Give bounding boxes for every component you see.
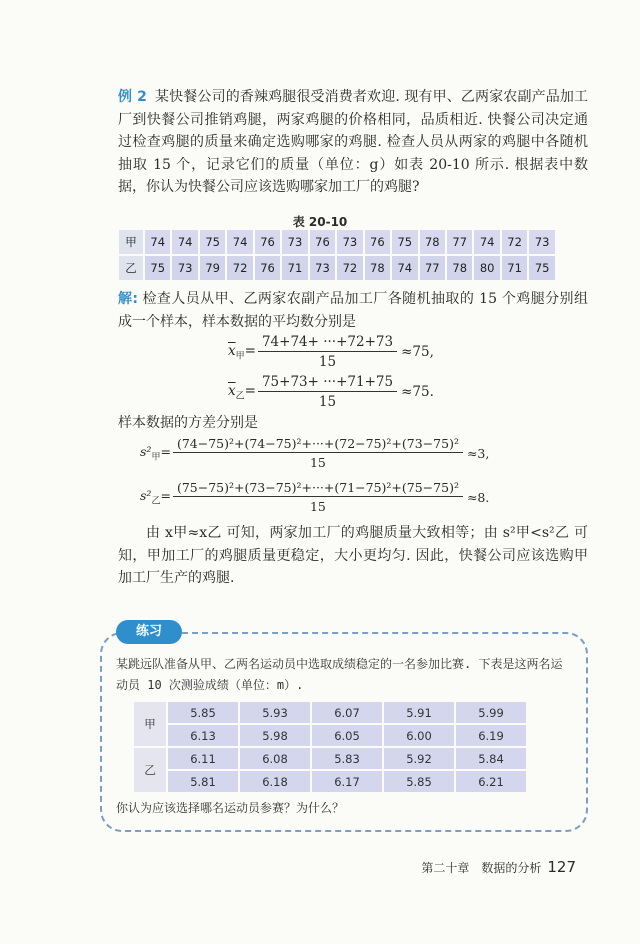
table-cell: 75 — [199, 229, 226, 255]
row-label: 甲 — [118, 229, 144, 255]
table-cell: 76 — [309, 229, 336, 255]
table-row — [133, 724, 527, 747]
table-cell: 74 — [144, 229, 171, 255]
variance-intro: 样本数据的方差分别是 — [118, 415, 258, 431]
conclusion-paragraph: 由 x甲≈x乙 可知，两家加工厂的鸡腿质量大致相等；由 s²甲<s²乙 可知，甲加工厂的鸡腿质量更稳定，大小更均匀. 因此，快餐公司应该选购甲加工厂生产的鸡腿. — [118, 525, 588, 586]
exercise-intro: 某跳远队准备从甲、乙两名运动员中选取成绩稳定的一名参加比赛. 下表是这两名运动员 10 次测验成绩（单位：m）. — [116, 657, 563, 692]
table-cell: 74 — [171, 229, 198, 255]
mean-denominator: 15 — [318, 354, 337, 370]
variance-denominator: 15 — [309, 455, 326, 470]
table-row — [118, 255, 556, 281]
table-cell: 73 — [281, 229, 308, 255]
variance-formula-jia: $s^2_甲=$ $\frac{\text{(74−75)²+(74−75)²+···+(72−75)²+(73−75)²}}{15}$ ≈3, — [140, 436, 490, 470]
table-cell: 75 — [144, 255, 171, 281]
table-cell: 5.81 — [167, 770, 239, 793]
table-cell: 74 — [226, 229, 253, 255]
table-cell: 76 — [254, 229, 281, 255]
table-cell: 6.19 — [455, 724, 527, 747]
table-cell: 5.84 — [455, 747, 527, 770]
mean-numerator: 74+74+ ···+72+73 — [258, 334, 397, 352]
table-row — [133, 701, 527, 724]
example-paragraph — [118, 86, 588, 199]
table-cell: 5.91 — [383, 701, 455, 724]
table-cell: 5.99 — [455, 701, 527, 724]
athlete-label: 甲 — [133, 701, 167, 747]
variance-result: ≈3, — [466, 445, 490, 461]
table-cell: 80 — [473, 255, 500, 281]
table-row — [118, 229, 556, 255]
variance-formula-yi: $s^2_乙=$ $\frac{\text{(75−75)²+(73−75)²+···+(71−75)²+(75−75)²}}{15}$ ≈8. — [140, 480, 490, 514]
table-cell: 76 — [254, 255, 281, 281]
variance-symbol: s² — [140, 487, 152, 503]
example-label: 例 2 — [118, 89, 147, 105]
table-cell: 72 — [226, 255, 253, 281]
solution-paragraph — [118, 288, 588, 333]
table-cell: 74 — [473, 229, 500, 255]
mean-formula-jia: $\overline{x}_甲=$ $\frac{74+74+ \cdot\cdot\cdot+72+73}{15}$ ≈75, — [228, 334, 434, 370]
page-footer — [421, 858, 576, 876]
variance-subscript: 乙 — [151, 496, 161, 507]
table-cell: 6.11 — [167, 747, 239, 770]
table-cell: 73 — [528, 229, 556, 255]
table-cell: 71 — [281, 255, 308, 281]
table-cell: 6.05 — [311, 724, 383, 747]
table-cell: 73 — [309, 255, 336, 281]
mean-subscript: 甲 — [235, 351, 245, 362]
table-cell: 76 — [364, 229, 391, 255]
variance-denominator: 15 — [309, 499, 326, 514]
table-cell: 74 — [391, 255, 418, 281]
mean-result: ≈75. — [401, 384, 434, 400]
mean-result: ≈75, — [401, 344, 434, 360]
mean-denominator: 15 — [318, 394, 337, 410]
variance-result: ≈8. — [466, 489, 490, 505]
long-jump-score-table — [132, 700, 528, 794]
table-cell: 79 — [199, 255, 226, 281]
table-cell: 77 — [446, 229, 473, 255]
solution-label: 解: — [118, 291, 139, 307]
table-cell: 73 — [336, 229, 363, 255]
table-cell: 5.93 — [239, 701, 311, 724]
variance-symbol: s² — [140, 443, 152, 459]
table-cell: 5.83 — [311, 747, 383, 770]
table-cell: 6.07 — [311, 701, 383, 724]
row-label: 乙 — [118, 255, 144, 281]
table-cell: 72 — [501, 229, 528, 255]
table-row — [133, 747, 527, 770]
example-text: 某快餐公司的香辣鸡腿很受消费者欢迎. 现有甲、乙两家农副产品加工厂到快餐公司推销鸡腿，两家鸡腿的价格相同，品质相近. 快餐公司决定通过检查鸡腿的质量来确定选购哪家的鸡腿. 检查人员从两家的鸡腿中各随机抽取 15 个，记录它们的质量（单位：g）如表 20-10 所示. 根据表中数据，你认为快餐公司应该选购哪家加工厂的鸡腿? — [118, 89, 588, 195]
table-cell: 6.17 — [311, 770, 383, 793]
page-number: 127 — [547, 858, 576, 876]
table-cell: 6.21 — [455, 770, 527, 793]
table-cell: 6.08 — [239, 747, 311, 770]
mean-symbol: $\overline{x}$ — [228, 342, 236, 359]
mean-symbol: $\overline{x}$ — [228, 382, 236, 399]
table-cell: 5.98 — [239, 724, 311, 747]
table-cell: 75 — [528, 255, 556, 281]
exercise-question: 你认为应该选择哪名运动员参赛？为什么？ — [116, 801, 345, 815]
variance-subscript: 甲 — [151, 452, 161, 463]
table-cell: 78 — [446, 255, 473, 281]
exercise-tab: 练习 — [116, 620, 182, 644]
table-cell: 78 — [419, 229, 446, 255]
table-cell: 5.92 — [383, 747, 455, 770]
table-row — [133, 770, 527, 793]
table-cell: 6.13 — [167, 724, 239, 747]
table-cell: 75 — [391, 229, 418, 255]
solution-text: 检查人员从甲、乙两家农副产品加工厂各随机抽取的 15 个鸡腿分别组成一个样本，样本数据的平均数分别是 — [118, 291, 588, 330]
chapter-title: 第二十章 数据的分析 — [421, 861, 542, 875]
table-cell: 72 — [336, 255, 363, 281]
mean-numerator: 75+73+ ···+71+75 — [258, 374, 397, 392]
table-cell: 77 — [419, 255, 446, 281]
athlete-label: 乙 — [133, 747, 167, 793]
table-cell: 6.00 — [383, 724, 455, 747]
table-cell: 71 — [501, 255, 528, 281]
table-title: 表 20-10 — [292, 215, 348, 229]
mean-subscript: 乙 — [235, 391, 245, 402]
table-cell: 6.18 — [239, 770, 311, 793]
table-cell: 5.85 — [383, 770, 455, 793]
variance-numerator: (75−75)²+(73−75)²+···+(71−75)²+(75−75)² — [173, 480, 463, 497]
variance-numerator: (74−75)²+(74−75)²+···+(72−75)²+(73−75)² — [173, 436, 463, 453]
table-cell: 73 — [171, 255, 198, 281]
mean-formula-yi: $\overline{x}_乙=$ $\frac{75+73+ \cdot\cdot\cdot+71+75}{15}$ ≈75. — [228, 374, 434, 410]
table-cell: 5.85 — [167, 701, 239, 724]
chicken-leg-mass-table — [117, 228, 557, 282]
table-cell: 78 — [364, 255, 391, 281]
